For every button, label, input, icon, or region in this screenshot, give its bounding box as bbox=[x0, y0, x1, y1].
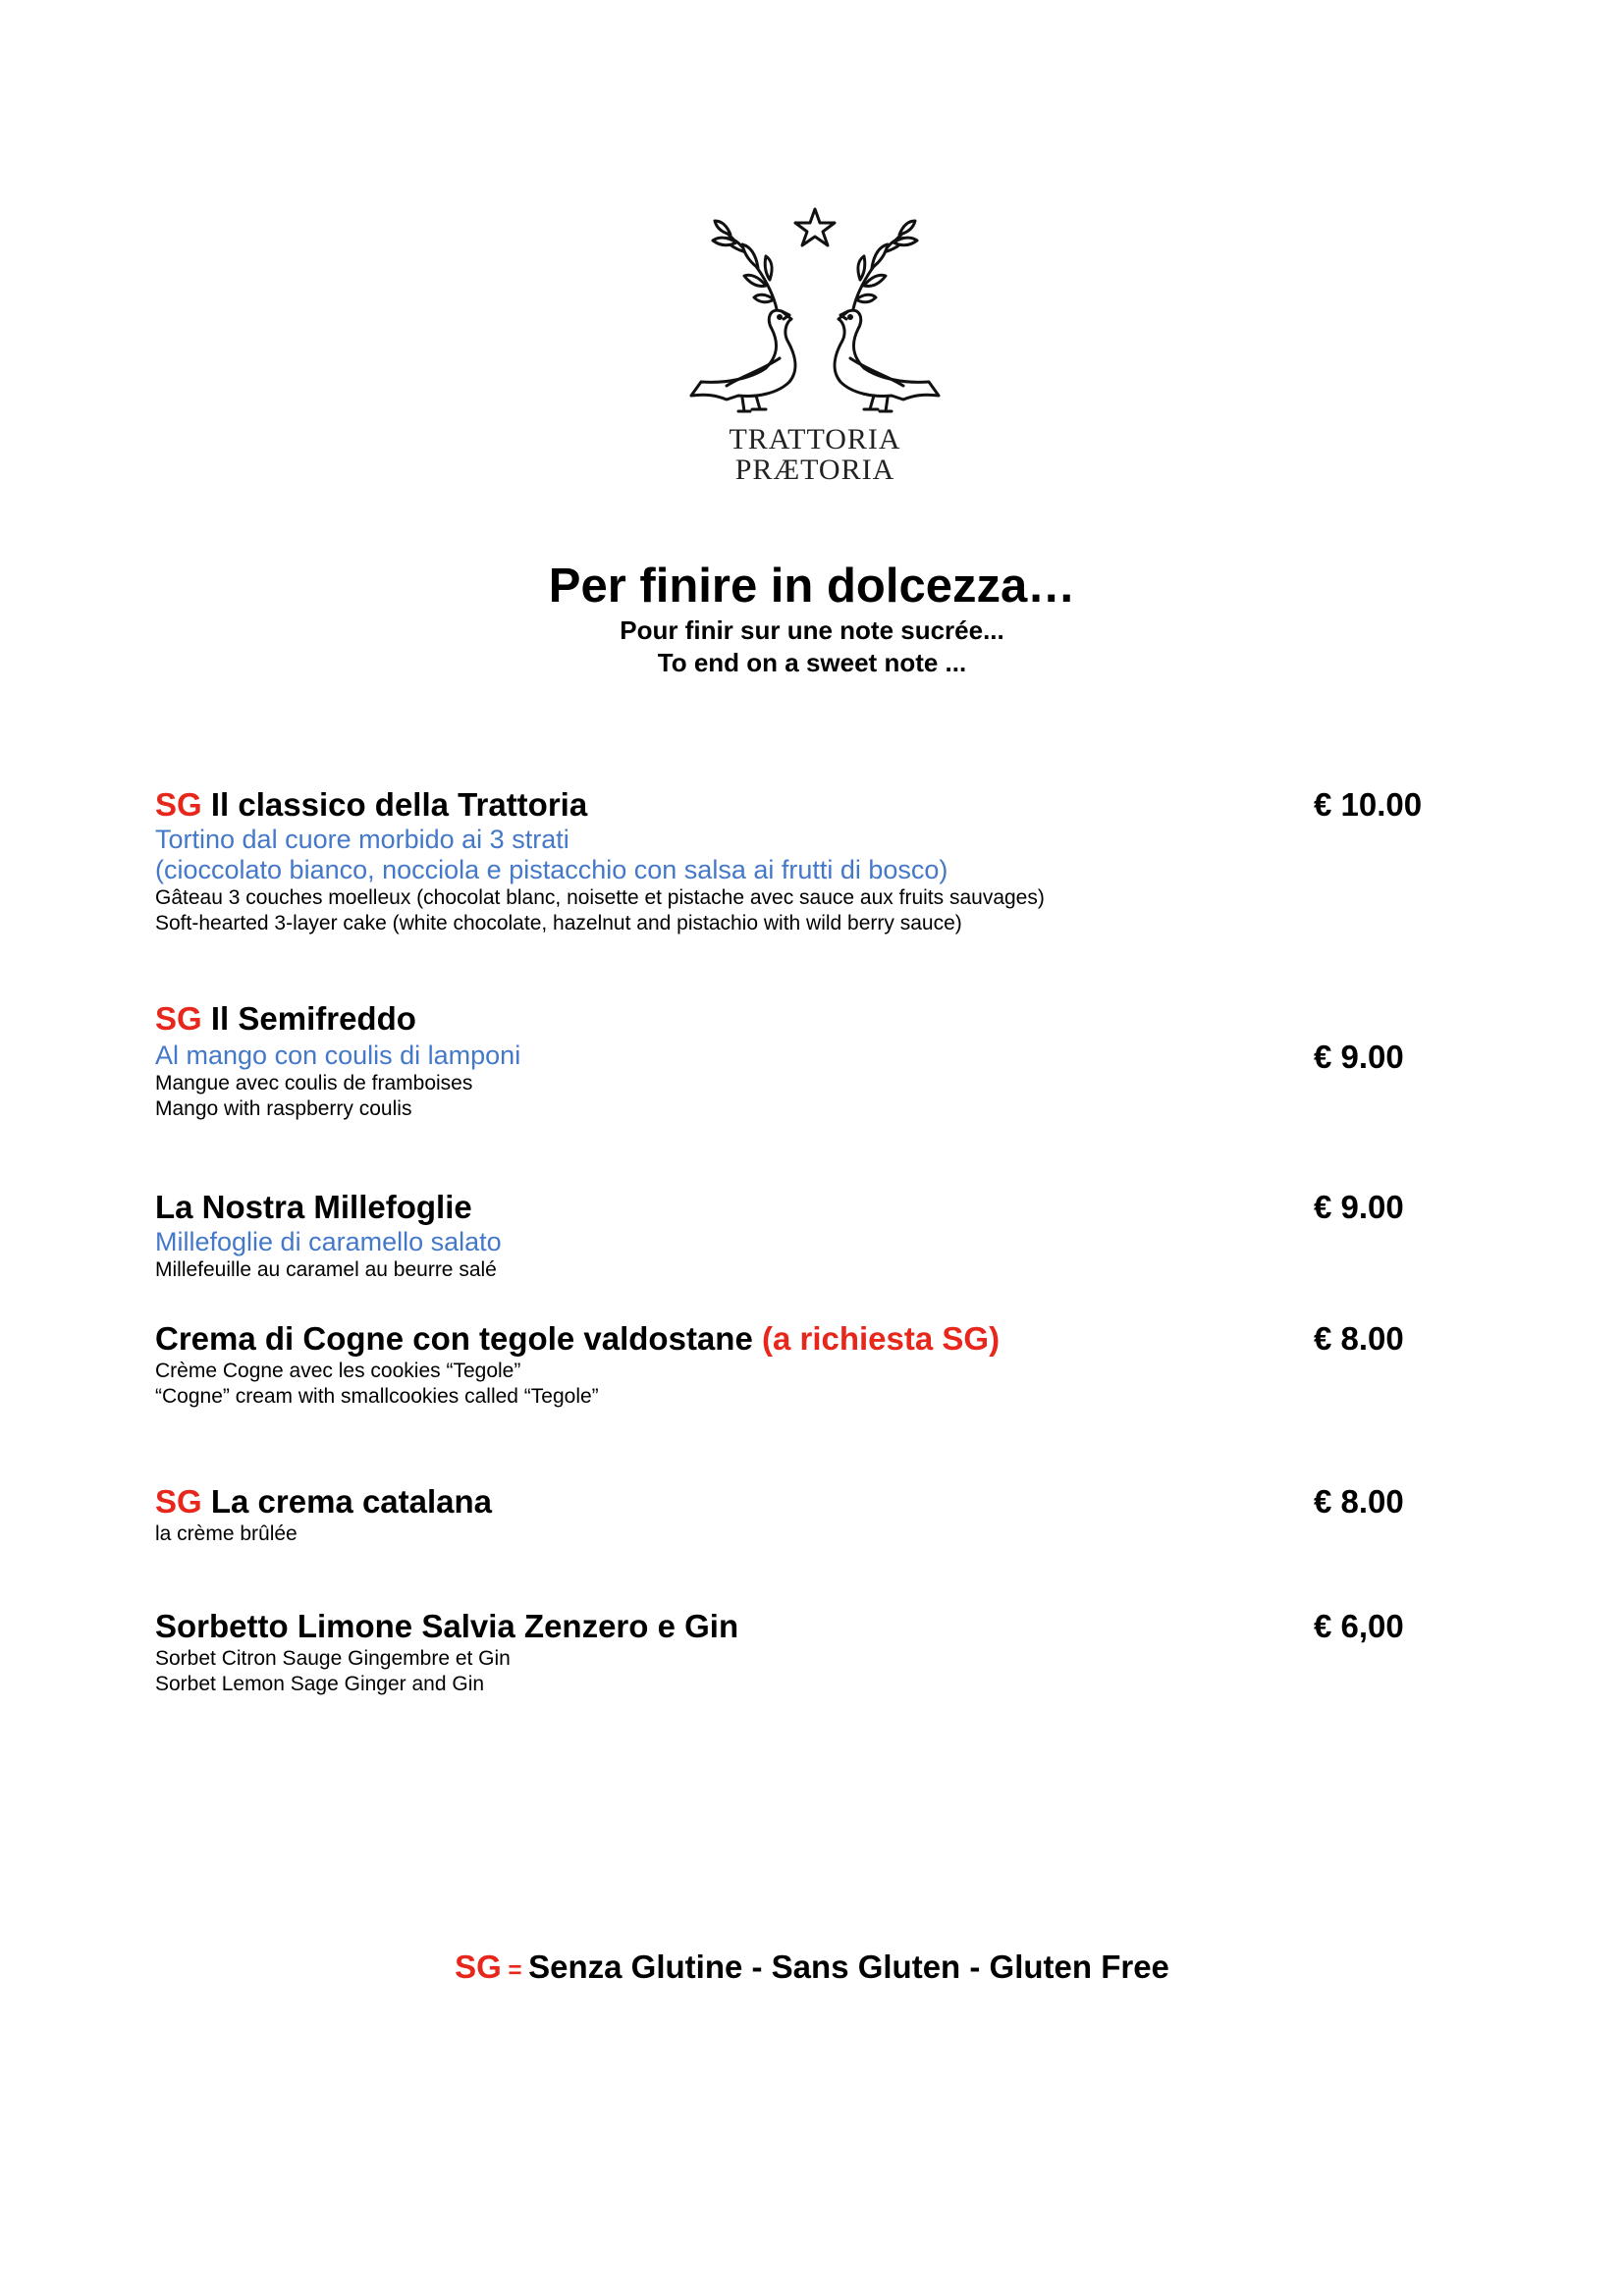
page-title: Per finire in dolcezza… bbox=[548, 560, 1076, 613]
item-description-it: Millefoglie di caramello salato bbox=[155, 1227, 502, 1256]
legend-equals: = bbox=[501, 1957, 529, 1984]
item-price: € 6,00 bbox=[1314, 1608, 1404, 1644]
item-description-it: Al mango con coulis di lamponi bbox=[155, 1041, 521, 1070]
menu-item-crema-cogne bbox=[155, 1319, 1471, 1410]
item-description-en: Sorbet Lemon Sage Ginger and Gin bbox=[155, 1673, 485, 1695]
item-name bbox=[155, 1319, 1471, 1359]
menu-item-millefoglie bbox=[155, 1188, 1471, 1283]
menu-header bbox=[0, 558, 1624, 679]
brand-line-2: PRÆTORIA bbox=[734, 454, 895, 486]
subtitle-en: To end on a sweet note ... bbox=[657, 648, 967, 677]
item-name bbox=[155, 1482, 1471, 1522]
brand-line-1: TRATTORIA bbox=[729, 423, 901, 455]
item-description-fr: Sorbet Citron Sauge Gingembre et Gin bbox=[155, 1647, 511, 1670]
item-description-fr: Millefeuille au caramel au beurre salé bbox=[155, 1258, 497, 1281]
item-description-en: Soft-hearted 3-layer cake (white chocolate, hazelnut and pistachio with wild berry sauce) bbox=[155, 912, 962, 934]
item-price: € 9.00 bbox=[1314, 1189, 1404, 1225]
item-name-text: Il classico della Trattoria bbox=[201, 786, 588, 823]
gluten-free-tag: SG bbox=[155, 1483, 202, 1520]
gluten-free-legend bbox=[0, 1948, 1624, 1991]
item-price: € 9.00 bbox=[1314, 1039, 1404, 1075]
item-name-text: Crema di Cogne con tegole valdostane bbox=[155, 1320, 762, 1357]
item-description-fr: Crème Cogne avec les cookies “Tegole” bbox=[155, 1360, 521, 1382]
menu-item-classico bbox=[155, 785, 1471, 936]
menu-item-crema-catalana bbox=[155, 1482, 1471, 1547]
item-name bbox=[155, 785, 1471, 825]
restaurant-name bbox=[687, 424, 943, 485]
subtitle-fr: Pour finir sur une note sucrée... bbox=[620, 615, 1004, 645]
legend-text: Senza Glutine - Sans Gluten - Gluten Free bbox=[528, 1949, 1169, 1985]
item-name-text: Il Semifreddo bbox=[201, 1000, 416, 1037]
menu-item-sorbetto bbox=[155, 1607, 1471, 1697]
menu-item-semifreddo bbox=[155, 999, 1471, 1122]
item-description-fr: Gâteau 3 couches moelleux (chocolat blanc, noisette et pistache avec sauce aux fruits sauvages) bbox=[155, 886, 1045, 909]
gluten-free-on-request: (a richiesta SG) bbox=[761, 1320, 1001, 1357]
item-name bbox=[155, 999, 1471, 1039]
item-description-it: Tortino dal cuore morbido ai 3 strati bbox=[155, 825, 569, 854]
item-description-fr: Mangue avec coulis de framboises bbox=[155, 1072, 473, 1095]
item-price: € 10.00 bbox=[1314, 786, 1423, 823]
item-description-fr: la crème brûlée bbox=[155, 1522, 298, 1545]
item-description-en: “Cogne” cream with smallcookies called “Tegole” bbox=[155, 1385, 599, 1408]
gluten-free-tag: SG bbox=[155, 1000, 202, 1037]
item-price: € 8.00 bbox=[1314, 1483, 1404, 1520]
item-name-text: La crema catalana bbox=[201, 1483, 493, 1520]
doves-olive-branches-star-icon bbox=[687, 201, 943, 427]
gluten-free-tag: SG bbox=[155, 786, 202, 823]
item-price: € 8.00 bbox=[1314, 1320, 1404, 1357]
item-name: La Nostra Millefoglie bbox=[155, 1189, 472, 1225]
legend-tag: SG bbox=[455, 1949, 502, 1985]
item-description-en: Mango with raspberry coulis bbox=[155, 1097, 412, 1120]
item-description-it: (cioccolato bianco, nocciola e pistacchio con salsa ai frutti di bosco) bbox=[155, 855, 948, 884]
item-name: Sorbetto Limone Salvia Zenzero e Gin bbox=[155, 1608, 739, 1644]
